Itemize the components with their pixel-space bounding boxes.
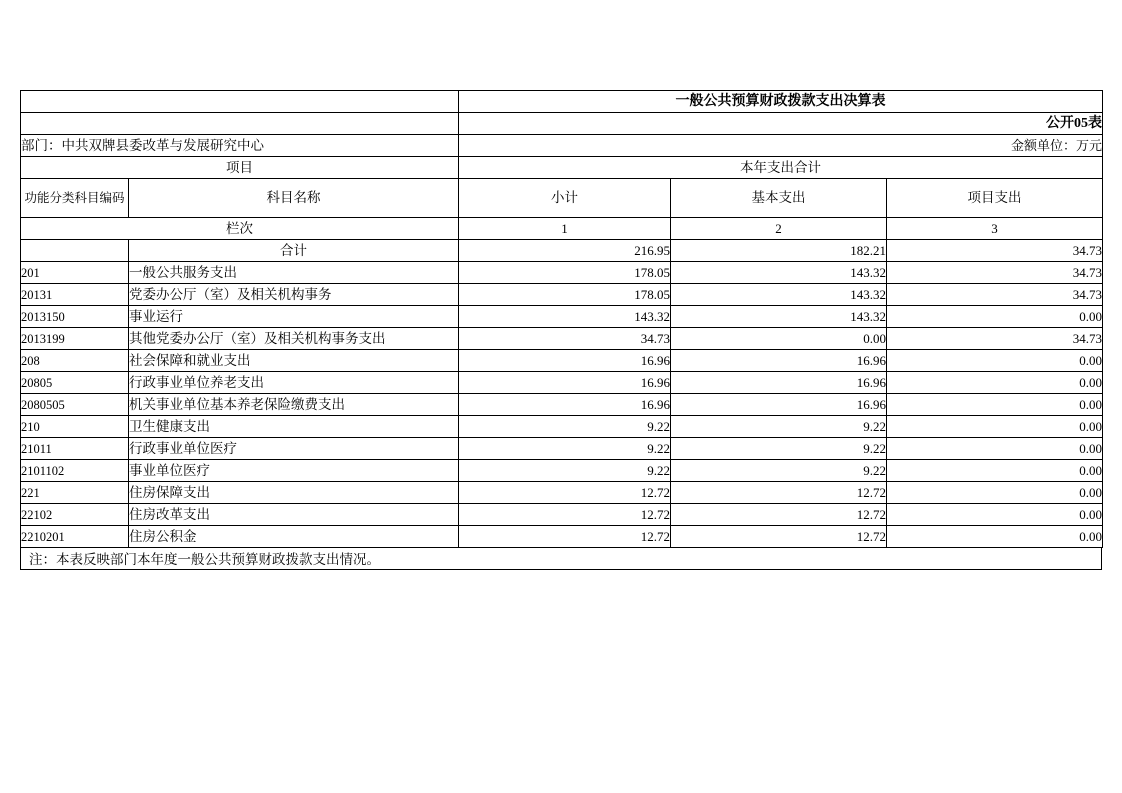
cell-subtotal: 12.72	[459, 526, 671, 548]
table-body	[21, 240, 1103, 548]
cell-subject-name: 一般公共服务支出	[129, 262, 459, 284]
table-note: 注：本表反映部门本年度一般公共预算财政拨款支出情况。	[20, 548, 1102, 570]
cell-function-code: 20131	[21, 284, 129, 306]
header-colnum-2: 2	[671, 218, 887, 240]
cell-function-code: 210	[21, 416, 129, 438]
cell-subject-name: 住房公积金	[129, 526, 459, 548]
cell-subtotal: 16.96	[459, 372, 671, 394]
header-col-name: 科目名称	[129, 179, 459, 218]
cell-project: 0.00	[887, 394, 1103, 416]
cell-project: 34.73	[887, 284, 1103, 306]
table-row	[21, 504, 1103, 526]
department-label: 部门：中共双牌县委改革与发展研究中心	[21, 135, 459, 157]
table-row	[21, 240, 1103, 262]
cell-subtotal: 16.96	[459, 394, 671, 416]
cell-basic: 12.72	[671, 482, 887, 504]
cell-project: 34.73	[887, 262, 1103, 284]
cell-basic: 9.22	[671, 460, 887, 482]
table-row	[21, 394, 1103, 416]
cell-function-code: 2013150	[21, 306, 129, 328]
cell-project: 0.00	[887, 350, 1103, 372]
cell-function-code: 2101102	[21, 460, 129, 482]
header-columnindex-row	[21, 218, 1103, 240]
cell-function-code: 221	[21, 482, 129, 504]
cell-function-code: 2210201	[21, 526, 129, 548]
table-row	[21, 438, 1103, 460]
cell-project: 0.00	[887, 306, 1103, 328]
table-title: 一般公共预算财政拨款支出决算表	[459, 91, 1103, 113]
cell-subtotal: 16.96	[459, 350, 671, 372]
cell-project: 0.00	[887, 460, 1103, 482]
cell-subtotal: 12.72	[459, 482, 671, 504]
cell-basic: 143.32	[671, 284, 887, 306]
header-colnum-3: 3	[887, 218, 1103, 240]
cell-function-code	[21, 240, 129, 262]
table-row	[21, 262, 1103, 284]
cell-basic: 16.96	[671, 350, 887, 372]
cell-subject-name: 住房保障支出	[129, 482, 459, 504]
cell-basic: 16.96	[671, 394, 887, 416]
header-colnum-1: 1	[459, 218, 671, 240]
cell-subtotal: 34.73	[459, 328, 671, 350]
table-row	[21, 328, 1103, 350]
table-row	[21, 460, 1103, 482]
header-col-project: 项目支出	[887, 179, 1103, 218]
cell-subtotal: 9.22	[459, 438, 671, 460]
cell-subject-name: 事业运行	[129, 306, 459, 328]
cell-basic: 16.96	[671, 372, 887, 394]
cell-basic: 0.00	[671, 328, 887, 350]
cell-project: 0.00	[887, 372, 1103, 394]
cell-function-code: 20805	[21, 372, 129, 394]
cell-basic: 143.32	[671, 306, 887, 328]
budget-expenditure-table	[20, 90, 1103, 548]
cell-basic: 9.22	[671, 416, 887, 438]
table-row	[21, 284, 1103, 306]
cell-subtotal: 178.05	[459, 284, 671, 306]
cell-basic: 12.72	[671, 526, 887, 548]
header-col-subtotal: 小计	[459, 179, 671, 218]
cell-subject-name: 机关事业单位基本养老保险缴费支出	[129, 394, 459, 416]
cell-function-code: 2080505	[21, 394, 129, 416]
cell-basic: 12.72	[671, 504, 887, 526]
cell-subject-name: 行政事业单位医疗	[129, 438, 459, 460]
public-label-row	[21, 113, 1103, 135]
cell-project: 0.00	[887, 504, 1103, 526]
cell-subject-name: 社会保障和就业支出	[129, 350, 459, 372]
header-row-label: 栏次	[21, 218, 459, 240]
cell-subtotal: 143.32	[459, 306, 671, 328]
table-row	[21, 350, 1103, 372]
header-col-basic: 基本支出	[671, 179, 887, 218]
header-col-code: 功能分类科目编码	[21, 179, 129, 218]
public-form-number: 公开05表	[459, 113, 1103, 135]
cell-function-code: 201	[21, 262, 129, 284]
cell-subject-name: 事业单位医疗	[129, 460, 459, 482]
cell-subtotal: 216.95	[459, 240, 671, 262]
title-left-blank	[21, 91, 459, 113]
table-row	[21, 306, 1103, 328]
cell-subtotal: 9.22	[459, 416, 671, 438]
table-row	[21, 482, 1103, 504]
cell-project: 0.00	[887, 438, 1103, 460]
cell-function-code: 2013199	[21, 328, 129, 350]
cell-project: 34.73	[887, 328, 1103, 350]
cell-subject-name: 卫生健康支出	[129, 416, 459, 438]
cell-function-code: 208	[21, 350, 129, 372]
public-left-blank	[21, 113, 459, 135]
title-row	[21, 91, 1103, 113]
cell-subject-name: 行政事业单位养老支出	[129, 372, 459, 394]
header-group-row	[21, 157, 1103, 179]
cell-basic: 143.32	[671, 262, 887, 284]
header-group-total: 本年支出合计	[459, 157, 1103, 179]
cell-subtotal: 178.05	[459, 262, 671, 284]
cell-basic: 9.22	[671, 438, 887, 460]
table-row	[21, 372, 1103, 394]
cell-function-code: 22102	[21, 504, 129, 526]
cell-project: 34.73	[887, 240, 1103, 262]
cell-function-code: 21011	[21, 438, 129, 460]
table-row	[21, 526, 1103, 548]
cell-subject-name: 住房改革支出	[129, 504, 459, 526]
amount-unit-label: 金额单位：万元	[459, 135, 1103, 157]
cell-subject-name: 其他党委办公厅（室）及相关机构事务支出	[129, 328, 459, 350]
cell-project: 0.00	[887, 482, 1103, 504]
cell-project: 0.00	[887, 526, 1103, 548]
cell-subtotal: 12.72	[459, 504, 671, 526]
cell-subject-name: 党委办公厅（室）及相关机构事务	[129, 284, 459, 306]
table-row	[21, 416, 1103, 438]
header-group-item: 项目	[21, 157, 459, 179]
cell-basic: 182.21	[671, 240, 887, 262]
cell-project: 0.00	[887, 416, 1103, 438]
cell-subject-name: 合计	[129, 240, 459, 262]
department-row	[21, 135, 1103, 157]
header-columns-row	[21, 179, 1103, 218]
cell-subtotal: 9.22	[459, 460, 671, 482]
